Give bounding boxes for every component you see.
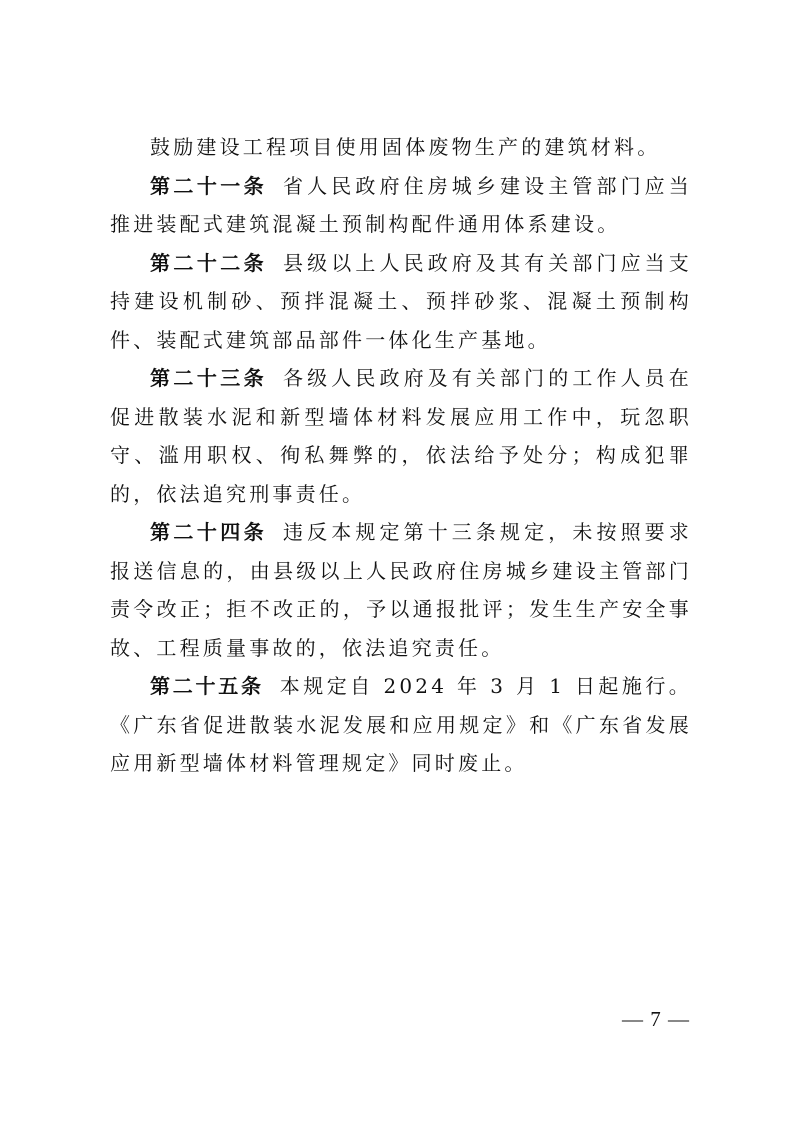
article-23 [110,359,692,513]
article-text: 各级人民政府及有关部门的工作人员在促进散装水泥和新型墙体材料发展应用工作中，玩忽职守、滥用职权、徇私舞弊的，依法给予处分；构成犯罪的，依法追究刑事责任。 [110,366,692,506]
article-number: 第二十二条 [150,250,268,275]
article-25 [110,667,692,783]
article-22 [110,244,692,360]
article-number: 第二十三条 [150,366,268,390]
article-text: 本规定自 2024 年 3 月 1 日起施行。《广东省促进散装水泥发展和应用规定》和《广东省发展应用新型墙体材料管理规定》同时废止。 [110,674,693,775]
article-21 [110,167,692,244]
continuation-paragraph: 鼓励建设工程项目使用固体废物生产的建筑材料。 [150,135,661,159]
article-number: 第二十一条 [150,173,268,198]
article-text: 省人民政府住房城乡建设主管部门应当推进装配式建筑混凝土预制构配件通用体系建设。 [110,173,692,236]
article-number: 第二十五条 [150,674,264,698]
article-text: 县级以上人民政府及其有关部门应当支持建设机制砂、预拌混凝土、预拌砂浆、混凝土预制构件、装配式建筑部品部件一体化生产基地。 [110,250,692,352]
page-number: — 7 — [622,1007,690,1031]
article-text: 违反本规定第十三条规定，未按照要求报送信息的，由县级以上人民政府住房城乡建设主管部门责令改正；拒不改正的，予以通报批评；发生生产安全事故、工程质量事故的，依法追究责任。 [110,520,692,660]
article-24 [110,513,692,667]
document-body [110,128,692,783]
article-number: 第二十四条 [150,520,268,544]
